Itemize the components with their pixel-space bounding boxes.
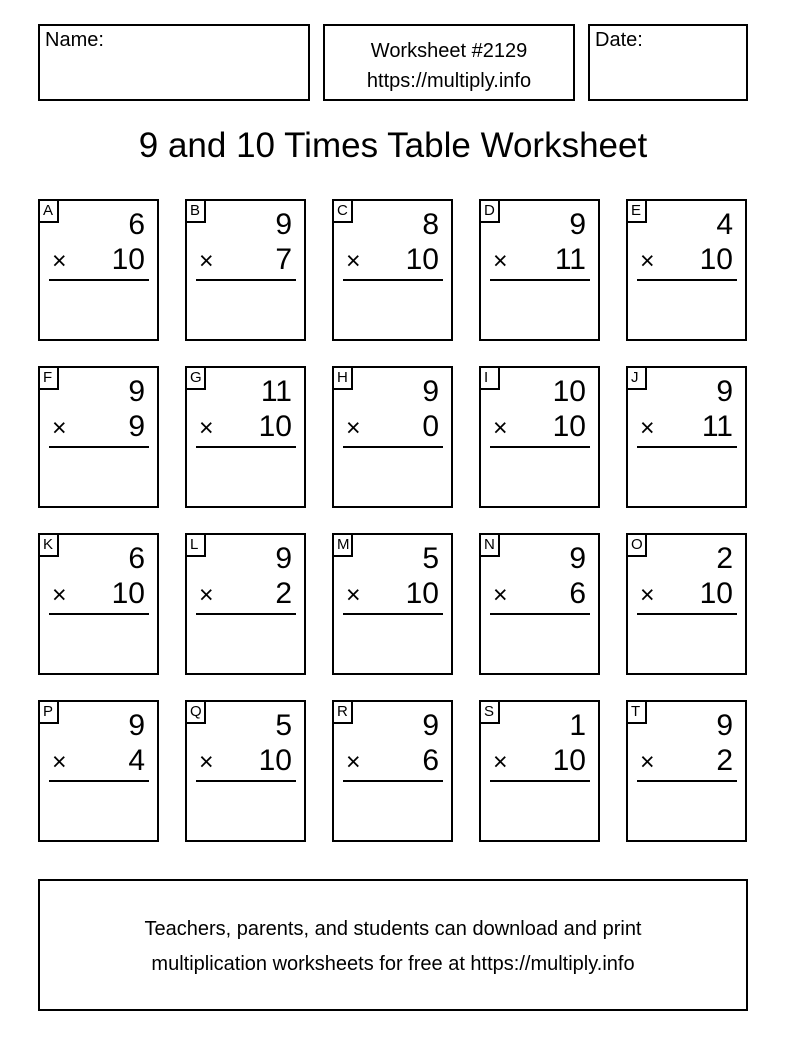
problem-bottom-number: 9 bbox=[128, 410, 145, 443]
problem-top-number: 11 bbox=[260, 375, 292, 408]
problem-top-number: 9 bbox=[569, 208, 586, 241]
footer-line-1: Teachers, parents, and students can download and print bbox=[144, 918, 642, 940]
problem-card[interactable] bbox=[626, 366, 747, 508]
problem-letter: O bbox=[626, 533, 647, 557]
problem-bottom-number: 0 bbox=[422, 410, 439, 443]
multiply-sign: × bbox=[640, 748, 655, 776]
multiply-sign: × bbox=[199, 247, 214, 275]
problem-letter: P bbox=[38, 700, 59, 724]
problem-top-number: 6 bbox=[128, 542, 145, 575]
problem-top-number: 9 bbox=[422, 375, 439, 408]
problem-top-number: 9 bbox=[422, 709, 439, 742]
problem-letter: N bbox=[479, 533, 500, 557]
problem-top-number: 9 bbox=[569, 542, 586, 575]
answer-line bbox=[343, 446, 443, 448]
answer-line bbox=[637, 613, 737, 615]
multiply-sign: × bbox=[346, 414, 361, 442]
problem-letter: D bbox=[479, 199, 500, 223]
problem-letter: J bbox=[626, 366, 647, 390]
multiply-sign: × bbox=[346, 748, 361, 776]
multiply-sign: × bbox=[640, 581, 655, 609]
problem-top-number: 9 bbox=[275, 208, 292, 241]
problem-letter: L bbox=[185, 533, 206, 557]
answer-line bbox=[343, 780, 443, 782]
problem-card[interactable] bbox=[626, 199, 747, 341]
problem-bottom-number: 10 bbox=[111, 577, 145, 610]
multiply-sign: × bbox=[493, 414, 508, 442]
problem-letter: F bbox=[38, 366, 59, 390]
answer-line bbox=[49, 613, 149, 615]
multiply-sign: × bbox=[493, 581, 508, 609]
problem-letter: A bbox=[38, 199, 59, 223]
answer-line bbox=[343, 279, 443, 281]
worksheet-number: Worksheet #2129 bbox=[370, 40, 528, 62]
multiply-sign: × bbox=[640, 414, 655, 442]
problem-letter: C bbox=[332, 199, 353, 223]
problem-card[interactable] bbox=[38, 199, 159, 341]
answer-line bbox=[490, 613, 590, 615]
problem-bottom-number: 10 bbox=[258, 744, 292, 777]
footer-line-2: multiplication worksheets for free at https://multiply.info bbox=[151, 953, 635, 975]
date-label: Date: bbox=[595, 29, 643, 51]
problem-letter: T bbox=[626, 700, 647, 724]
problem-bottom-number: 4 bbox=[128, 744, 145, 777]
problem-card[interactable] bbox=[185, 366, 306, 508]
problem-letter: Q bbox=[185, 700, 206, 724]
answer-line bbox=[343, 613, 443, 615]
problem-letter: S bbox=[479, 700, 500, 724]
problem-card[interactable] bbox=[185, 700, 306, 842]
multiply-sign: × bbox=[199, 414, 214, 442]
page-title: 9 and 10 Times Table Worksheet bbox=[138, 126, 648, 165]
problem-letter: G bbox=[185, 366, 206, 390]
multiply-sign: × bbox=[346, 581, 361, 609]
problem-bottom-number: 7 bbox=[275, 243, 292, 276]
multiply-sign: × bbox=[493, 247, 508, 275]
problem-card[interactable] bbox=[332, 199, 453, 341]
footer-box bbox=[38, 879, 748, 1011]
problem-bottom-number: 10 bbox=[405, 577, 439, 610]
problem-letter: H bbox=[332, 366, 353, 390]
problem-top-number: 6 bbox=[128, 208, 145, 241]
problem-card[interactable] bbox=[479, 199, 600, 341]
problem-bottom-number: 10 bbox=[699, 243, 733, 276]
problem-top-number: 10 bbox=[552, 375, 586, 408]
problem-top-number: 9 bbox=[128, 709, 145, 742]
problem-top-number: 9 bbox=[716, 709, 733, 742]
problem-letter: E bbox=[626, 199, 647, 223]
answer-line bbox=[637, 279, 737, 281]
problem-bottom-number: 2 bbox=[275, 577, 292, 610]
name-field-box[interactable] bbox=[38, 24, 310, 101]
problem-bottom-number: 6 bbox=[422, 744, 439, 777]
problem-bottom-number: 10 bbox=[258, 410, 292, 443]
problem-top-number: 8 bbox=[422, 208, 439, 241]
answer-line bbox=[637, 446, 737, 448]
multiply-sign: × bbox=[640, 247, 655, 275]
name-label: Name: bbox=[45, 29, 104, 51]
multiply-sign: × bbox=[199, 581, 214, 609]
answer-line bbox=[490, 446, 590, 448]
multiply-sign: × bbox=[346, 247, 361, 275]
problem-top-number: 9 bbox=[716, 375, 733, 408]
problem-card[interactable] bbox=[332, 700, 453, 842]
problem-bottom-number: 11 bbox=[701, 410, 733, 443]
multiply-sign: × bbox=[52, 414, 67, 442]
problem-card[interactable] bbox=[185, 533, 306, 675]
answer-line bbox=[49, 446, 149, 448]
problem-grid bbox=[38, 199, 748, 842]
problem-card[interactable] bbox=[626, 533, 747, 675]
problem-letter: M bbox=[332, 533, 353, 557]
problem-card[interactable] bbox=[185, 199, 306, 341]
problem-card[interactable] bbox=[332, 533, 453, 675]
problem-letter: I bbox=[479, 366, 500, 390]
problem-letter: B bbox=[185, 199, 206, 223]
problem-top-number: 5 bbox=[275, 709, 292, 742]
problem-bottom-number: 11 bbox=[554, 243, 586, 276]
problem-card[interactable] bbox=[38, 700, 159, 842]
answer-line bbox=[196, 613, 296, 615]
problem-letter: K bbox=[38, 533, 59, 557]
worksheet-info-box bbox=[323, 24, 575, 101]
problem-top-number: 4 bbox=[716, 208, 733, 241]
multiply-sign: × bbox=[52, 247, 67, 275]
problem-top-number: 5 bbox=[422, 542, 439, 575]
answer-line bbox=[196, 780, 296, 782]
problem-top-number: 2 bbox=[716, 542, 733, 575]
worksheet-url: https://multiply.info bbox=[366, 70, 532, 92]
answer-line bbox=[49, 279, 149, 281]
problem-top-number: 1 bbox=[569, 709, 586, 742]
problem-card[interactable] bbox=[479, 533, 600, 675]
problem-bottom-number: 2 bbox=[716, 744, 733, 777]
answer-line bbox=[490, 780, 590, 782]
answer-line bbox=[49, 780, 149, 782]
problem-bottom-number: 10 bbox=[552, 744, 586, 777]
problem-bottom-number: 6 bbox=[569, 577, 586, 610]
problem-card[interactable] bbox=[38, 533, 159, 675]
multiply-sign: × bbox=[493, 748, 508, 776]
problem-bottom-number: 10 bbox=[111, 243, 145, 276]
problem-card[interactable] bbox=[332, 366, 453, 508]
problem-card[interactable] bbox=[479, 700, 600, 842]
multiply-sign: × bbox=[52, 581, 67, 609]
problem-bottom-number: 10 bbox=[552, 410, 586, 443]
answer-line bbox=[196, 446, 296, 448]
problem-letter: R bbox=[332, 700, 353, 724]
problem-top-number: 9 bbox=[128, 375, 145, 408]
problem-card[interactable] bbox=[626, 700, 747, 842]
problem-card[interactable] bbox=[38, 366, 159, 508]
multiply-sign: × bbox=[199, 748, 214, 776]
problem-bottom-number: 10 bbox=[699, 577, 733, 610]
answer-line bbox=[637, 780, 737, 782]
date-field-box[interactable] bbox=[588, 24, 748, 101]
problem-bottom-number: 10 bbox=[405, 243, 439, 276]
problem-card[interactable] bbox=[479, 366, 600, 508]
multiply-sign: × bbox=[52, 748, 67, 776]
problem-top-number: 9 bbox=[275, 542, 292, 575]
answer-line bbox=[490, 279, 590, 281]
answer-line bbox=[196, 279, 296, 281]
